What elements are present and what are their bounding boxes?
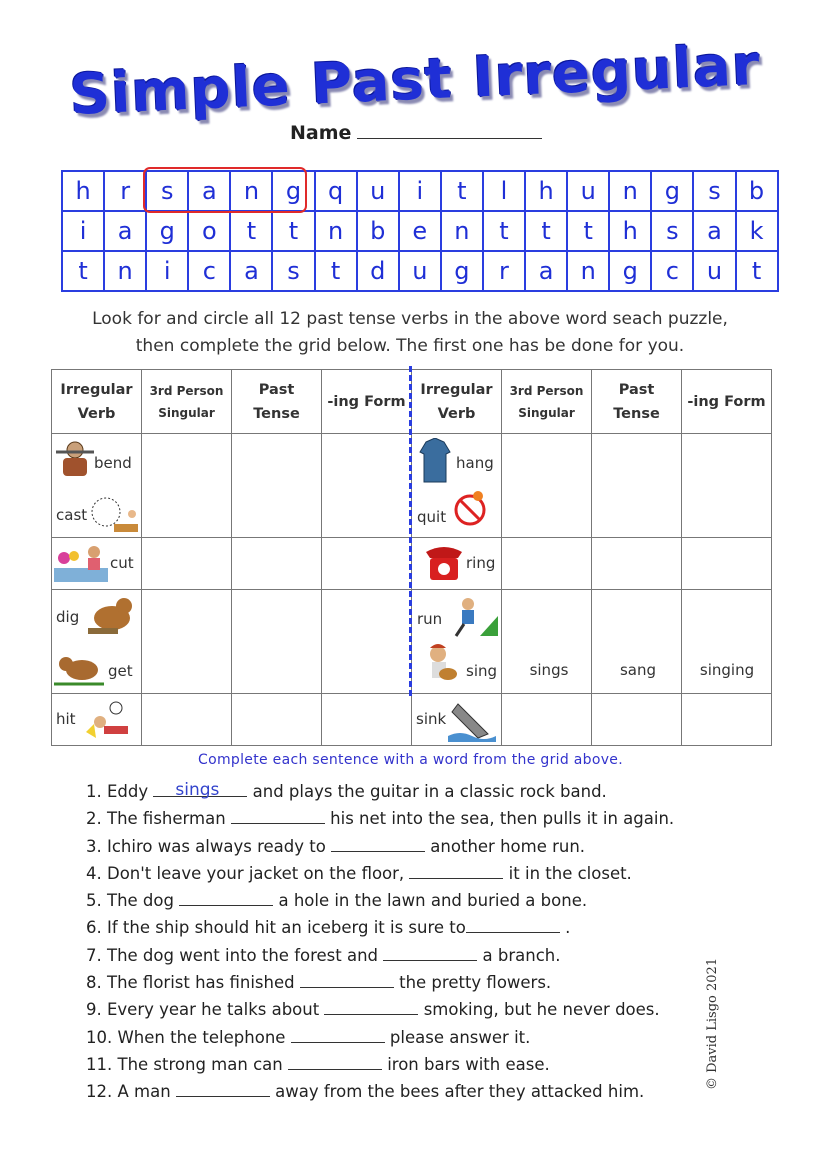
page-title: Simple Past Irregular (68, 32, 762, 129)
verb-cell (412, 434, 502, 538)
blank-cell[interactable] (592, 538, 682, 590)
florist-picture (54, 542, 110, 586)
puzzle-letter[interactable]: d (357, 251, 399, 291)
puzzle-letter[interactable]: s (146, 171, 188, 211)
verb-label: dig (56, 608, 80, 626)
blank-cell[interactable] (232, 590, 322, 694)
singing-guitarist-picture (418, 644, 464, 690)
jacket-picture (418, 438, 452, 484)
strongman-picture (54, 438, 96, 482)
instruction-line: Look for and circle all 12 past tense verbs in the above word seach puzzle, (92, 309, 728, 329)
answer-blank[interactable] (179, 891, 273, 906)
blank-cell[interactable] (232, 694, 322, 746)
puzzle-letter[interactable]: g (651, 171, 693, 211)
puzzle-letter[interactable]: h (525, 171, 567, 211)
puzzle-letter[interactable]: i (146, 251, 188, 291)
telephone-picture (422, 544, 466, 584)
puzzle-letter[interactable]: t (272, 211, 314, 251)
name-field[interactable] (290, 122, 542, 144)
blank-cell[interactable] (322, 590, 412, 694)
puzzle-letter[interactable]: h (62, 171, 104, 211)
puzzle-letter[interactable]: u (693, 251, 735, 291)
sentence-item: 7. The dog went into the forest and a branch. (86, 945, 561, 965)
answer-text: sings (175, 780, 220, 800)
puzzle-letter[interactable]: n (441, 211, 483, 251)
verb-label: sink (416, 710, 447, 728)
verb-cell (412, 694, 502, 746)
baseball-batter-picture (80, 698, 140, 742)
puzzle-letter[interactable]: s (272, 251, 314, 291)
sentence-item: 6. If the ship should hit an iceberg it is sure to . (86, 918, 571, 938)
verb-cell (52, 538, 142, 590)
puzzle-letter[interactable]: a (188, 171, 230, 211)
blank-cell[interactable] (322, 538, 412, 590)
dog-fetching-picture (54, 650, 106, 690)
verb-label: bend (94, 454, 132, 472)
puzzle-letter[interactable]: c (188, 251, 230, 291)
blank-cell[interactable] (142, 538, 232, 590)
sentence-item: 4. Don't leave your jacket on the floor, it in the closet. (86, 863, 632, 883)
puzzle-letter[interactable]: n (230, 171, 272, 211)
name-label: Name (290, 122, 352, 144)
answer-blank[interactable] (231, 809, 325, 824)
header-third-person: 3rd Person Singular (502, 370, 592, 434)
puzzle-letter[interactable]: u (567, 171, 609, 211)
grid-divider (409, 366, 412, 696)
puzzle-letter[interactable]: t (315, 251, 357, 291)
puzzle-letter[interactable]: n (315, 211, 357, 251)
header-ing-form: -ing Form (322, 370, 412, 434)
puzzle-letter[interactable]: r (104, 171, 146, 211)
sentence-item: 11. The strong man can iron bars with ease. (86, 1054, 550, 1074)
puzzle-letter[interactable]: g (272, 171, 314, 211)
sentence-item: 1. Eddy sings and plays the guitar in a classic rock band. (86, 780, 607, 801)
no-smoking-picture (452, 490, 488, 528)
header-ing-form: -ing Form (682, 370, 772, 434)
puzzle-letter[interactable]: t (567, 211, 609, 251)
puzzle-row (62, 211, 778, 251)
verb-label: hang (456, 454, 494, 472)
puzzle-letter[interactable]: t (230, 211, 272, 251)
example-past-tense: sang (619, 661, 657, 679)
sinking-ship-picture (448, 698, 498, 742)
verb-label: hit (56, 710, 76, 728)
puzzle-letter[interactable]: i (62, 211, 104, 251)
puzzle-letter[interactable]: a (104, 211, 146, 251)
header-past-tense: Past Tense (592, 370, 682, 434)
blank-cell[interactable] (232, 538, 322, 590)
answer-blank[interactable] (324, 1000, 418, 1015)
answer-blank[interactable] (331, 837, 425, 852)
sentence-item: 9. Every year he talks about smoking, but he never does. (86, 1000, 660, 1020)
puzzle-letter[interactable]: n (567, 251, 609, 291)
blank-cell[interactable] (142, 590, 232, 694)
answer-blank[interactable] (466, 918, 560, 933)
sentence-item: 5. The dog a hole in the lawn and buried a bone. (86, 891, 588, 911)
sentence-item: 10. When the telephone please answer it. (86, 1027, 531, 1047)
puzzle-letter[interactable]: i (399, 171, 441, 211)
puzzle-letter[interactable]: n (104, 251, 146, 291)
sentence-item: 2. The fisherman his net into the sea, then pulls it in again. (86, 809, 675, 829)
answer-blank[interactable] (153, 780, 247, 800)
puzzle-letter[interactable]: e (399, 211, 441, 251)
header-irregular-verb: Irregular Verb (412, 370, 502, 434)
copyright-notice: © David Lisgo 2021 (705, 957, 720, 1090)
sentence-list (86, 780, 746, 1108)
puzzle-letter[interactable]: t (483, 211, 525, 251)
puzzle-letter[interactable]: b (736, 171, 778, 211)
sentence-item: 8. The florist has finished the pretty flowers. (86, 973, 552, 993)
puzzle-letter[interactable]: u (399, 251, 441, 291)
verb-cell (52, 590, 142, 694)
puzzle-letter[interactable]: g (146, 211, 188, 251)
blank-cell[interactable] (592, 694, 682, 746)
answer-blank[interactable] (409, 864, 503, 879)
verb-cell (52, 694, 142, 746)
blank-cell[interactable] (592, 434, 682, 538)
puzzle-letter[interactable]: q (315, 171, 357, 211)
instructions (40, 306, 780, 360)
found-word-circle (143, 167, 307, 213)
sentence-item: 3. Ichiro was always ready to another home run. (86, 836, 586, 856)
example-ing-form: singing (699, 661, 755, 679)
puzzle-letter[interactable]: a (693, 211, 735, 251)
puzzle-row (62, 251, 778, 291)
sentence-item: 12. A man away from the bees after they attacked him. (86, 1082, 645, 1102)
blank-cell[interactable] (682, 434, 772, 538)
verb-label: quit (417, 508, 447, 526)
verb-label: cut (110, 554, 134, 572)
puzzle-letter[interactable]: u (357, 171, 399, 211)
puzzle-letter[interactable]: c (651, 251, 693, 291)
puzzle-letter[interactable]: s (693, 171, 735, 211)
answer-blank[interactable] (383, 946, 477, 961)
section-instruction: Complete each sentence with a word from the grid above. (198, 752, 623, 768)
puzzle-letter[interactable]: r (483, 251, 525, 291)
puzzle-letter[interactable]: h (609, 211, 651, 251)
blank-cell[interactable] (682, 538, 772, 590)
blank-cell[interactable] (502, 694, 592, 746)
header-past-tense: Past Tense (232, 370, 322, 434)
header-irregular-verb: Irregular Verb (52, 370, 142, 434)
verb-cell (52, 434, 142, 538)
puzzle-letter[interactable]: o (188, 211, 230, 251)
verb-label: cast (56, 506, 88, 524)
blank-cell[interactable] (502, 538, 592, 590)
puzzle-letter[interactable]: g (441, 251, 483, 291)
puzzle-letter[interactable]: k (736, 211, 778, 251)
verb-cell (412, 538, 502, 590)
header-third-person: 3rd Person Singular (142, 370, 232, 434)
blank-cell[interactable] (142, 694, 232, 746)
puzzle-letter[interactable]: t (736, 251, 778, 291)
answer-blank[interactable] (291, 1028, 385, 1043)
instruction-line: then complete the grid below. The first one has be done for you. (135, 336, 685, 356)
puzzle-letter[interactable]: a (525, 251, 567, 291)
answer-blank[interactable] (176, 1082, 270, 1097)
puzzle-letter[interactable]: t (62, 251, 104, 291)
answer-blank[interactable] (288, 1055, 382, 1070)
blank-cell[interactable] (142, 434, 232, 538)
blank-cell[interactable] (322, 694, 412, 746)
fishing-net-picture (90, 494, 140, 536)
example-third-person: sings (529, 661, 569, 679)
puzzle-letter[interactable]: b (357, 211, 399, 251)
puzzle-letter[interactable]: s (651, 211, 693, 251)
answer-blank[interactable] (300, 973, 394, 988)
verb-label: sing (466, 662, 498, 680)
puzzle-letter[interactable]: t (525, 211, 567, 251)
blank-cell[interactable] (502, 434, 592, 538)
digging-dog-picture (84, 592, 138, 640)
puzzle-letter[interactable]: g (609, 251, 651, 291)
verb-label: run (417, 610, 443, 628)
puzzle-letter[interactable]: n (609, 171, 651, 211)
blank-cell[interactable] (232, 434, 322, 538)
grid-row (52, 694, 772, 746)
blank-cell[interactable] (322, 434, 412, 538)
puzzle-letter[interactable]: l (483, 171, 525, 211)
running-man-picture (450, 596, 500, 640)
puzzle-letter[interactable]: a (230, 251, 272, 291)
puzzle-letter[interactable]: t (441, 171, 483, 211)
name-line[interactable] (357, 122, 542, 139)
verb-cell (412, 590, 502, 694)
blank-cell[interactable] (682, 694, 772, 746)
verb-label: get (108, 662, 133, 680)
verb-label: ring (466, 554, 496, 572)
